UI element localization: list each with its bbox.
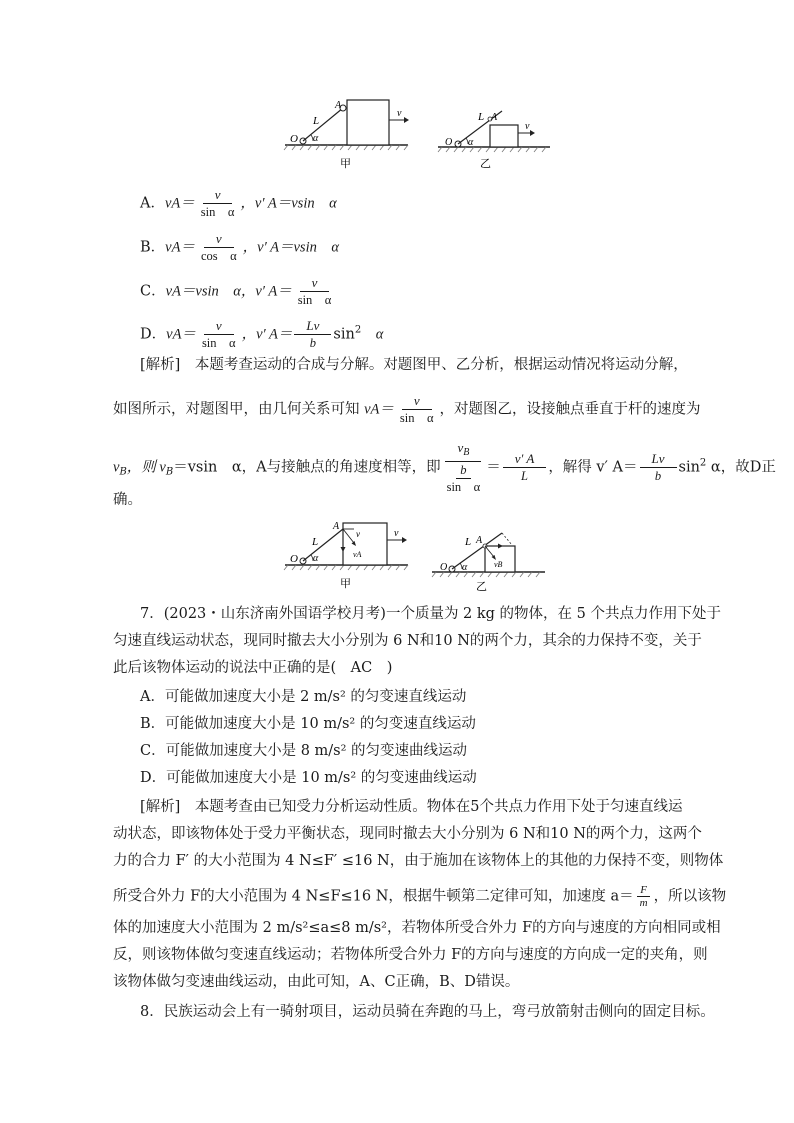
analysis6-sin: sin <box>678 459 700 476</box>
frac-num: Lv <box>640 451 677 468</box>
fig2-label-L: L <box>312 536 319 548</box>
fig2-label-A: A <box>333 521 340 532</box>
option-c-label: C． <box>140 283 166 300</box>
analysis6-line2a: 如图所示，对题图甲，由几何关系可知 <box>113 401 365 418</box>
option-c-va: vA＝ <box>165 283 196 300</box>
frac-num: $v_B$ <box>445 440 481 462</box>
analysis6-line3: $v_B$，则 $v_B=vsin$ α，A与接触点的角速度相等，即 $v_B$ b sin α ＝ $\frac{v' A}{L}$ ，解得 v′ A＝ $\frac{Lv}{b}$ $\sin^2 \alpha$，故D正 <box>113 440 776 494</box>
option-d-label: D． <box>140 326 167 343</box>
option-d-va: vA＝ <box>166 326 196 343</box>
q7-line3: 此后该物体运动的说法中正确的是( AC ) <box>113 660 393 676</box>
frac-num: v <box>203 187 233 204</box>
analysis6-sq: 2 <box>699 457 707 469</box>
option-d-sq: 2 <box>354 324 362 336</box>
fig2-label-vA: vA <box>353 550 362 559</box>
label-v: v <box>397 108 402 119</box>
fig2-label-L-2: L <box>465 536 472 548</box>
frac-den: cos α <box>200 249 237 263</box>
analysis7-line4 <box>113 884 726 909</box>
option-a-label: A． <box>140 195 165 212</box>
fig2-caption-right: 乙 <box>476 581 487 593</box>
fig2-caption-left: 甲 <box>340 578 351 590</box>
frac-den: sin α <box>201 336 236 350</box>
label-L-2: L <box>478 111 485 123</box>
option-d-vpa: ，v′ A＝ <box>241 326 293 343</box>
frac-den: m <box>639 897 648 909</box>
frac-num: v <box>300 275 330 292</box>
analysis6-vb2-sub: B <box>165 466 174 478</box>
option-a-vpa: ，v′ A＝ <box>240 195 292 212</box>
analysis6-frac2 <box>443 440 485 495</box>
fig2-label-A-2: A <box>476 535 483 546</box>
analysis7-line2: 动状态，即该物体处于受力平衡状态，现同时撤去大小分别为 6 N和10 N的两个力，这两个 <box>113 826 702 842</box>
analysis7-line5: 体的加速度大小范围为 2 m/s²≤a≤8 m/s²，若物体所受合外力 F的方向与速度的方向相同或相 <box>113 920 721 936</box>
option-a-va: vA＝ <box>164 195 195 212</box>
q8-line1: 8．民族运动会上有一骑射项目，运动员骑在奔跑的马上，弯弓放箭射击侧向的固定目标。 <box>140 1004 715 1020</box>
option-b-label: B． <box>140 239 166 256</box>
option-c-frac <box>294 275 336 308</box>
fig1-caption-right: 乙 <box>480 158 491 170</box>
option-d-frac1 <box>198 318 240 351</box>
fig2-label-v-inner: v <box>356 529 360 539</box>
fig2-label-O: O <box>290 553 298 565</box>
frac-den: b <box>309 336 317 350</box>
analysis6-frac3 <box>503 451 547 484</box>
analysis6-vb-sub: B <box>119 466 127 478</box>
frac-num: v <box>204 231 234 248</box>
fig2-label-alpha-2: α <box>462 562 468 573</box>
frac-num: Lv <box>294 318 331 335</box>
frac-den: sin α <box>297 293 332 307</box>
analysis6-vb2: ，则 v <box>126 459 166 476</box>
analysis6-line2 <box>113 393 701 426</box>
label-L: L <box>313 115 320 127</box>
option-d-sin: sin <box>333 326 355 343</box>
analysis7-frac <box>636 884 652 909</box>
label-A-2: A <box>491 112 498 123</box>
analysis6-frac4 <box>640 451 677 484</box>
option-c-vpa: ，v′ A＝ <box>240 283 292 300</box>
q7-option-d: D．可能做加速度大小是 10 m/s² 的匀变速曲线运动 <box>140 770 477 786</box>
label-alpha-2: α <box>468 137 474 148</box>
frac-num: v <box>402 393 432 410</box>
q7-option-c: C．可能做加速度大小是 8 m/s² 的匀变速曲线运动 <box>140 743 468 759</box>
fig2-label-O-2: O <box>440 562 448 573</box>
fig2-label-vB: vB <box>494 560 503 569</box>
fig2-label-alpha: α <box>313 553 319 564</box>
option-b-v2: vsin α <box>293 239 339 256</box>
frac-den: L <box>521 469 528 483</box>
analysis6-line3c: ＝vsin α，A与接触点的角速度相等，即 <box>173 459 441 476</box>
analysis6-frac <box>396 393 438 426</box>
analysis7-line1: [解析] 本题考查由已知受力分析运动性质。物体在5个共点力作用下处于匀速直线运 <box>140 799 683 815</box>
option-d <box>140 318 383 351</box>
analysis7-line3: 力的合力 F′ 的大小范围为 4 N≤F′ ≤16 N，由于施加在该物体上的其他的力保持不变，则物体 <box>113 853 724 869</box>
option-b-va: vA＝ <box>165 239 195 256</box>
frac-den2: sin α <box>446 480 481 494</box>
analysis6-vb: v <box>113 459 120 476</box>
fig1-caption-left: 甲 <box>340 158 351 170</box>
analysis7-line4b: ，所以该物 <box>653 888 727 905</box>
label-alpha: α <box>313 133 319 144</box>
analysis6-line3f: α，故D正 <box>706 459 776 476</box>
figure-2 <box>280 515 570 595</box>
frac-den: sin α <box>200 205 235 219</box>
fig2-label-v: v <box>394 528 399 539</box>
label-O-2: O <box>445 137 453 148</box>
option-b-vpa: ，v′ A＝ <box>242 239 294 256</box>
analysis7-line7: 该物体做匀变速曲线运动，由此可知，A、C正确，B、D错误。 <box>113 974 520 990</box>
frac-den: sin α <box>399 411 434 425</box>
frac-den: b <box>654 469 662 483</box>
analysis7-line4a: 所受合外力 F的大小范围为 4 N≤F≤16 N，根据牛顿第二定律可知，加速度 a＝ <box>113 888 634 905</box>
option-d-alpha: α <box>375 326 384 343</box>
frac-num: v <box>204 318 234 335</box>
analysis6-line4: 确。 <box>113 492 142 508</box>
option-c-v1: vsin α <box>195 283 241 300</box>
q7-option-a: A．可能做加速度大小是 2 m/s² 的匀变速直线运动 <box>140 689 467 705</box>
option-b <box>140 231 339 264</box>
frac-num: F <box>637 884 650 897</box>
q7-option-b: B．可能做加速度大小是 10 m/s² 的匀变速直线运动 <box>140 716 476 732</box>
option-a <box>140 187 337 220</box>
analysis7-line6: 反，则该物体做匀变速直线运动；若物体所受合外力 F的方向与速度的方向成一定的夹角，则 <box>113 947 708 963</box>
analysis6-line3d: ，解得 v′ A＝ <box>548 459 638 476</box>
option-d-frac2 <box>294 318 331 351</box>
analysis6-line2b: ，对题图乙，设接触点垂直于杆的速度为 <box>439 401 701 418</box>
label-A: A <box>335 100 342 111</box>
figure-1 <box>280 95 570 175</box>
option-b-frac <box>197 231 241 264</box>
option-a-frac <box>197 187 239 220</box>
label-O: O <box>290 133 298 145</box>
option-c <box>140 275 337 308</box>
label-v-2: v <box>525 121 530 132</box>
q7-line2: 匀速直线运动状态，现同时撤去大小分别为 6 N和10 N的两个力，其余的力保持不变，关于 <box>113 633 702 649</box>
frac-den: b <box>456 462 470 479</box>
option-a-v2: vsin α <box>291 195 337 212</box>
analysis6-va: vA＝ <box>364 401 394 418</box>
frac-num: v′ A <box>503 451 547 468</box>
q7-line1: 7．(2023・山东济南外国语学校月考)一个质量为 2 kg 的物体，在 5 个共点力作用下处于 <box>140 606 722 622</box>
analysis6-line1: [解析] 本题考查运动的合成与分解。对题图甲、乙分析，根据运动情况将运动分解， <box>140 357 688 373</box>
